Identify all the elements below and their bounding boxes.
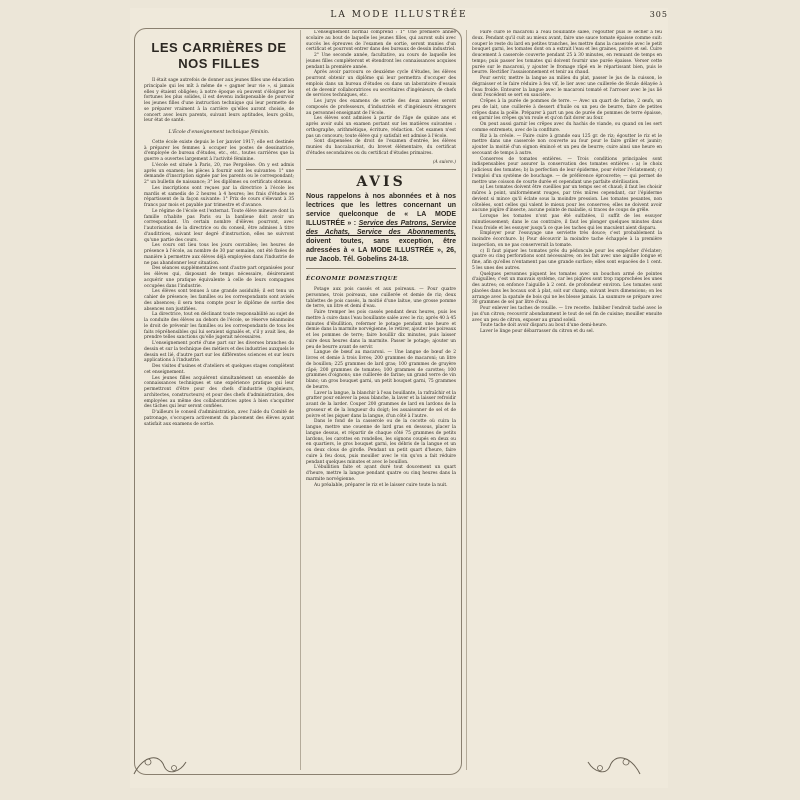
- paragraph: Laver la langue, la blanchir à l'eau bouillante, la rafraîchir et la gratter pour enlever la peau blanche, la laver et la laisser refroidir avant de la larder. Couper 200 grammes de lard en lardons de la grosseur et de la longueur du doigt; les assaisonner de sel et de poivre et les piquer dans la langue, d'un côté à l'autre.: [306, 390, 456, 419]
- paragraph: Lorsque les tomates n'ont pas été sulfatées, il suffit de les essuyer minutieusement; dans le cas contraire, il faut les plonger quelques minutes dans l'eau froide et les essuyer jusqu'à ce que les taches qui les maculent aient disparu.: [472, 214, 662, 231]
- magazine-page: [130, 8, 668, 788]
- paragraph: L'enseignement porté d'une part sur les diverses branches du dessin et sur la technique des métiers et des industries auxquels le dessin est lié, d'autre part sur les différentes sciences et sur leurs applications à l'industrie.: [144, 341, 294, 364]
- paragraph: Potage aux pois cassés et aux poireaux. — Pour quatre personnes, trois poireaux, une cuillerée et demie de riz; deux tablettes de pois cassés, la moitié d'une laitue, une grosse pomme de terre, un litre et demi d'eau.: [306, 287, 456, 310]
- paragraph: 2° Une seconde année, facultative, au cours de laquelle les jeunes filles compléteront et étendront les connaissances acquises pendant la première année.: [306, 53, 456, 70]
- economie-title: ÉCONOMIE DOMESTIQUE: [306, 276, 398, 283]
- paragraph: Des séances supplémentaires sont d'autre part organisées pour les élèves qui, disposant de temps nécessaire, désireraient acquérir une pratique équivalente à celle de leurs compagnes occupées dans l'industrie.: [144, 266, 294, 289]
- paragraph: Les élèves sont admises à partir de l'âge de quinze ans et après avoir subi un examen portant sur les matières suivantes : orthographe, arithmétique, écriture, rédaction. Cet examen n'est pas un concours; toute élève qui y satisfait est admise à l'école.: [306, 116, 456, 139]
- magazine-title: LA MODE ILLUSTRÉE: [330, 10, 468, 20]
- column-divider: [300, 30, 301, 770]
- divider: [306, 268, 456, 269]
- avis-text: Nous rappelons à nos abonnées et à nos lectrices que les lettres concernant un service quelconque de: [306, 193, 456, 219]
- avis-services: Service des Patrons, Service des Achats, Service des Abonnements,: [306, 220, 456, 237]
- floral-ornament-icon: [584, 748, 644, 778]
- paragraph: Faire tremper les pois cassés pendant deux heures, puis les mettre à cuire dans l'eau bouillante salée avec le riz; après 40 à 45 minutes d'ébullition, refermer le potage pendant une heure et demie dans la marmite norvégienne, le retirer, ajouter les poireaux et les pommes de terre; faire bouillir dix minutes, puis laisser cuire deux heures dans la marmite. Passer le potage; ajouter un peu de beurre avant de servir.: [306, 310, 456, 350]
- paragraph: Cette école existe depuis le 1er janvier 1917; elle est destinée à préparer les femmes à occuper les postes de dessinatrice, d'employée de bureau d'études, etc., etc., toutes carrières que la guerre a ouvertes largement à l'activité féminine.: [144, 139, 294, 162]
- paragraph: On peut aussi garnir les crêpes avec du hachis de viande, ou quand on les sert comme entremets, avec de la confiture.: [472, 122, 662, 133]
- paragraph: Les jurys des examens de sortie des deux années seront composés de professeurs, d'industriels et d'ingénieurs étrangers au personnel enseignant de l'école.: [306, 99, 456, 116]
- floral-ornament-icon: [130, 748, 190, 778]
- paragraph: Après avoir parcouru ce deuxième cycle d'études, les élèves pourront obtenir un diplôme qui leur permettra d'occuper des emplois dans un bureau d'études ou dans un laboratoire d'essais et de devenir collaboratrices ou secrétaires d'ingénieurs, de chefs de services techniques, etc.: [306, 70, 456, 99]
- article-intro: Il était sage autrefois de donner aux jeunes filles une éducation principale qui les mît à même de « gagner leur vie », si jamais elles y étaient obligées; à notre époque où peuvent s'éloigner les fortunes les plus solides, il est devenu indispensable de pourvoir les jeunes filles d'une instruction technique qui leur permette de se préparer vraiment à la carrière qu'elles auront choisie, de concert avec leurs parents, suivant leurs aptitudes, leurs goûts, leur état de santé.: [144, 78, 294, 124]
- paragraph: L'école est située à Paris, 20, rue Pergolèse. On y est admis après un examen; les pièces à fournir sont les suivantes: 1° une demande d'inscription signée par les parents ou le correspondant; 2° un bulletin de naissance; 3° les diplômes ou certificats obtenus.: [144, 162, 294, 185]
- paragraph: Sont dispensées de droit de l'examen d'entrée, les élèves munies du baccalauréat, du brevet élémentaire, du certificat d'études secondaires ou du certificat d'études primaires.: [306, 139, 456, 156]
- paragraph: Riz à la créole. — Faire cuire à grande eau 125 gr. de riz; égoutter le riz et le mettre dans une casserole non couverte au four pour le faire griller et jaunir; ajouter la moitié d'un oignon émincé et un peu de beurre; cuire ainsi une heure en secouant de temps à autre.: [472, 133, 662, 156]
- paragraph: Les cours ont lieu tous les jours ouvrables; les heures de présence à l'école, au nombre de 30 par semaine, ont été fixées de manière à permettre aux élèves déjà employées dans l'industrie de ne pas abandonner leur situation.: [144, 243, 294, 266]
- paragraph: c) Il faut piquer les tomates près du pédoncule pour les empêcher d'éclater; quatre ou cinq perforations sont nécessaires; on les fait avec une aiguille longue et fine, afin qu'elles n'entament pas une grande surface; elles sont espacées de 1 cent. 5 les unes des autres.: [472, 248, 662, 271]
- avis-title: AVIS: [356, 174, 406, 191]
- paragraph: D'ailleurs le conseil d'administration, avec l'aide du Comité de patronage, s'occupera activement du placement des élèves ayant satisfait aux examens de sortie.: [144, 410, 294, 427]
- article-title: LES CARRIÈRES DE NOS FILLES: [151, 40, 287, 71]
- page-header: [130, 8, 668, 24]
- paragraph: Employer pour l'essuyage une serviette très douce; c'est probablement la moindre écorchure. b) Pour découvrir la moindre tache échappée à la première inspection, on ne pas conserverait la tomate.: [472, 231, 662, 248]
- paragraph: Des visites d'usines et d'ateliers et quelques stages complètent cet enseignement.: [144, 364, 294, 375]
- paragraph: a) Les tomates doivent être cueillies par un temps sec et chaud; il faut les choisir mûres à point, uniformément rouges, par très mûres cependant, car l'épiderme devient si mince qu'il éclate sous la moindre pression. Les tomates pesantes, non côtelées, sont celles qui valent le mieux pour les conserves; elles ne doivent avoir aucune piqûre d'insecte, aucune pointe de maladie, si traces de coups de grêle.: [472, 185, 662, 214]
- paragraph: Dans le fond de la casserole ou de la cocotte où cuira la langue, mettre une couenne de lard gras en dessous, placer la langue dessus, et répartir de chaque côté 75 grammes de petits lardons, les carottes en rondelles, les oignons coupés en deux ou en quartiers, le gros bouquet garni, les débris de la langue et un ou deux clous de girofle. Pendant un petit quart d'heure, faire cuire à feu doux, puis mouiller avec le vin qu'on a fait réduire pendant quelques minutes et avec le bouillon.: [306, 419, 456, 465]
- column-divider: [466, 30, 467, 770]
- column-1: [144, 30, 294, 770]
- avis-notice: [306, 174, 456, 264]
- paragraph: Laver le linge pour débarrasser du citron et du sel.: [480, 329, 595, 334]
- avis-address: doivent toutes, sans exception, être adressées à « LA MODE ILLUSTRÉE », 26, rue Jacob. Tél. Gobelins 24-18.: [306, 238, 456, 264]
- page-number: 305: [649, 10, 668, 19]
- to-be-continued: (A suivre.): [432, 159, 456, 165]
- paragraph: La directrice, tout en déclinant toute responsabilité au sujet de la conduite des élèves au dehors de l'école, se réserve néanmoins le droit de prévenir les familles ou les correspondants de tous les faits répréhensibles qui lui seraient signalés et, s'il y avait lieu, de prendre telles sanctions qu'elle jugerait nécessaires.: [144, 312, 294, 341]
- paragraph: Les jeunes filles acquièrent simultanément un ensemble de connaissances techniques et une expérience pratique qui leur permettront d'être pour des chefs d'industrie (ingénieurs, architectes, constructeurs) et pour des chefs d'administration, des employées au même des collaboratrices aptes à bien s'acquitter des tâches qui leur seront confiées.: [144, 375, 294, 410]
- paragraph: Les inscriptions sont reçues par la directrice à l'école les mardis et samedis de 2 heures à 4 heures; les frais d'études se répartissent de la façon suivante: 1° Prix de cours s'élevant à 35 francs par mois et payable par trimestre et d'avance.: [144, 185, 294, 208]
- paragraph: Les élèves sont tenues à une grande assiduité; il est tenu un cahier de présence; les familles ou les correspondants sont avisés des absences; il sera tenu compte pour le diplôme de sortie des absences non justifiées.: [144, 289, 294, 312]
- section-title: L'École d'enseignement technique féminin.: [168, 130, 270, 135]
- divider: [306, 169, 456, 170]
- paragraph: Crêpes à la purée de pommes de terre. — Avec un quart de farine, 2 œufs, un peu de lait, une cuillerée à dessert d'huile ou un peu de beurre, faire de petites crêpes dans la poêle. Préparer à part un peu de purée de pommes de terre épaisse, en garnir les crêpes qu'on roule et qu'on fait dorer au four.: [472, 99, 662, 122]
- paragraph: Au préalable, préparer le riz et le laisser cuire toute la nuit.: [314, 482, 448, 488]
- paragraph: Pour servir, mettre la langue au milieu du plat, passer le jus de la cuisson, le dégraisser et le faire réduire à feu vif, le lier avec une cuillerée de fécule délayée à l'eau froide. Entourer la langue avec le macaroni tomaté et l'arroser avec le jus lié dont l'excédent se sert en saucière.: [472, 76, 662, 99]
- avis-body: [306, 192, 456, 264]
- paragraph: Conserves de tomates entières. — Trois conditions principales sont indispensables pour assurer la conservation des tomates entières : a) le choix judicieux des tomates; b) la perfection de leur épiderme, pour éviter l'éclatement; c) l'emploi d'un système de bouchage. — de préférence éprouvette; — qui permet de mettre une coisson de courte durée et cependant une parfaite stérilisation.: [472, 156, 662, 185]
- paragraph: Faire cuire le macaroni à l'eau bouillante salée, l'égoutter puis le sécher à feu doux. Pendant qu'il cuit au mieux avant, faire une sauce tomate épaisse comme suit: couper le reste du lard en petites tranches, les mettre dans la casserole avec le petit bouquet garni, les tomates dont on a extrait l'eau et les graines, poivre et sel. Cuire doucement à casserole couverte pendant 25 à 30 minutes, en remuant de temps en temps; puis passer les tomates qui doivent fournir une purée épaisse. Verser cette purée sur le macaroni, y ajouter le fromage râpé en le répartissant bien, puis le beurre. Rectifier l'assaisonnement et tenir au chaud.: [472, 30, 662, 76]
- paragraph: Pour enlever les taches de rouille. — 1re recette. Imbiber l'endroit taché avec le jus d'un citron; recouvrir abondamment le tout de sel fin de cuisine; mouiller ensuite avec un peu de citron, exposer au grand soleil.: [472, 306, 662, 323]
- paragraph: L'enseignement normal comprend : 1° Une première année scolaire au bout de laquelle les jeunes filles, qui auront subi avec succès les épreuves de l'examen de sortie, seront munies d'un certificat et pourront entrer dans des bureaux de dessin industriel.: [306, 30, 456, 53]
- avis-brand: « LA MODE ILLUSTRÉE » :: [306, 211, 456, 228]
- paragraph: Toute tache doit avoir disparu au bout d'une demi-heure.: [480, 323, 608, 329]
- column-3: [472, 30, 662, 790]
- paragraph: Langue de bœuf au macaroni. — Une langue de bœuf de 2 livres et demie à trois livres; 200 grammes de macaroni; un litre de bouillon; 225 grammes de lard gras; 100 grammes de gruyère râpé; 200 grammes de tomates; 100 grammes de carottes; 100 grammes d'oignons; une cuillerée de farine; un grand verre de vin blanc; un gros bouquet garni, un petit bouquet garni, 75 grammes de beurre.: [306, 350, 456, 390]
- column-2: [306, 30, 456, 770]
- paragraph: Le régime de l'école est l'externat. Toute élève mineure dont la famille n'habite pas Paris ou la banlieue doit avoir un correspondant. Un certain nombre d'élèves pourront, avec l'autorisation de la directrice ou du conseil, être admises à titre d'auditrices, suivant leur degré d'instruction, elles ne suivront qu'une partie des cours.: [144, 208, 294, 243]
- paragraph: Quelques personnes piquent les tomates avec un bouchon armé de pointes d'aiguilles; c'est un mauvais système, car les piqûres sont trop rapprochées les unes des autres; on enfonce l'aiguille à 2 cent. de profondeur environ. Les tomates sont placées dans les bocaux soit à plat, soit sur champ, suivant leurs dimensions; on les arrange avec la spatule de bois qui ne les blesse jamais. La saumure se prépare avec 30 grammes de sel par litre d'eau.: [472, 271, 662, 306]
- paragraph: L'ébullition faite et ayant duré tout doucement un quart d'heure, mettre la langue pendant quatre ou cinq heures dans la marmite norvégienne.: [306, 465, 456, 482]
